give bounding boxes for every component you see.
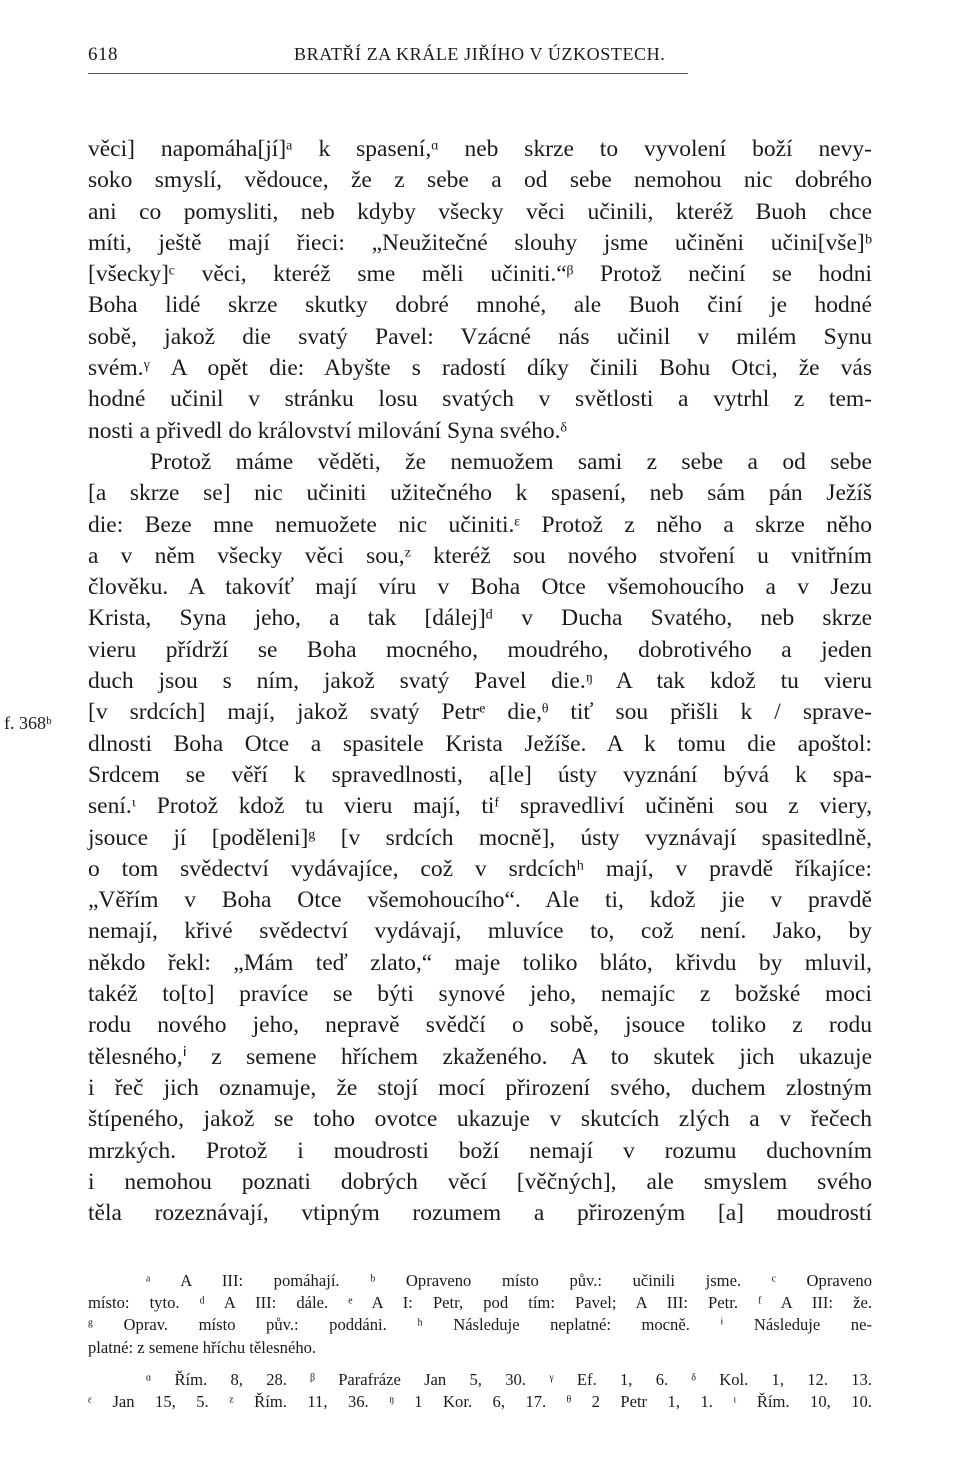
footnote-line: ᵃ A III: pomáhají. ᵇ Opraveno místo pův.: učinili jsme. ᶜ Opraveno bbox=[146, 1271, 872, 1290]
source-reference-line: ᵅ Řím. 8, 28. ᵝ Parafráze Jan 5, 30. ᵞ Ef. 1, 6. ᵟ Kol. 1, 12. 13. bbox=[146, 1369, 872, 1389]
footnote-line: ᵍ Oprav. místo pův.: poddáni. ʰ Následuje neplatné: mocně. ⁱ Následuje ne- bbox=[88, 1315, 872, 1335]
text-line: takéž to[to] pravíce se býti synové jeho, nemajíc z božské moci bbox=[88, 981, 872, 1008]
text-line: o tom svědectví vydávajíce, což v srdcíchʰ mají, v pravdě říkajíce: bbox=[88, 855, 872, 882]
text-line: Boha lidé skrze skutky dobré mnohé, ale Buoh činí je hodné bbox=[88, 292, 872, 319]
text-line: někdo řekl: „Mám teď zlato,“ maje toliko bláto, křivdu by mluvil, bbox=[88, 949, 872, 976]
text-line: i nemohou poznati dobrých věcí [věčných], ale smyslem svého bbox=[88, 1168, 872, 1195]
page-number: 618 bbox=[88, 44, 118, 65]
text-line: míti, ještě mají řieci: „Neužitečné slouhy jsme učiněni učini[vše]ᵇ bbox=[88, 229, 872, 256]
text-line: vieru přídrží se Boha mocného, moudrého, dobrotivého a jeden bbox=[88, 636, 872, 663]
text-line: dlnosti Boha Otce a spasitele Krista Ježíše. A k tomu die apoštol: bbox=[88, 730, 872, 757]
text-line: [všecky]ᶜ věci, kteréž sme měli učiniti.“ᵝ Protož nečiní se hodni bbox=[88, 261, 872, 288]
text-line: jsouce jí [poděleni]ᵍ [v srdcích mocně], ústy vyznávají spasitedlně, bbox=[88, 824, 872, 851]
source-reference-line: ᵋ Jan 15, 5. ᶻ Řím. 11, 36. ᵑ 1 Kor. 6, 17. ᶿ 2 Petr 1, 1. ᶥ Řím. 10, 10. bbox=[88, 1391, 872, 1411]
page-header bbox=[88, 44, 872, 74]
text-line: nosti a přivedl do království milování Syna svého.ᵟ bbox=[88, 417, 567, 444]
text-line: duch jsou s ním, jakož svatý Pavel die.ᵑ A tak kdož tu vieru bbox=[88, 668, 872, 695]
text-line: sobě, jakož die svatý Pavel: Vzácné nás učinil v milém Synu bbox=[88, 323, 872, 350]
text-line: těla rozeznávají, vtipným rozumem a přirozeným [a] moudrostí bbox=[88, 1200, 872, 1227]
text-line: rodu nového jeho, nepravě svědčí o sobě, jsouce toliko z rodu bbox=[88, 1012, 872, 1039]
text-line: svém.ᵞ A opět die: Abyšte s radostí díky činili Bohu Otci, že vás bbox=[88, 355, 872, 382]
text-line: soko smyslí, vědouce, že z sebe a od sebe nemohou nic dobrého bbox=[88, 167, 872, 194]
running-title: BRATŘÍ ZA KRÁLE JIŘÍHO V ÚZKOSTECH. bbox=[294, 44, 666, 64]
text-line: Krista, Syna jeho, a tak [dálej]ᵈ v Ducha Svatého, neb skrze bbox=[88, 605, 872, 632]
text-line: Protož máme věděti, že nemuožem sami z sebe a od sebe bbox=[150, 448, 872, 475]
header-rule bbox=[88, 73, 688, 74]
text-line: štípeného, jakož se toho ovotce ukazuje v skutcích zlých a v řečech bbox=[88, 1106, 872, 1133]
body-text bbox=[88, 134, 872, 1229]
text-line: „Věřím v Boha Otce všemohoucího“. Ale ti, kdož jie v pravdě bbox=[88, 887, 872, 914]
text-line: [a skrze se] nic učiniti užitečného k spasení, neb sám pán Ježíš bbox=[88, 480, 872, 507]
text-line: a v něm všecky věci sou,ᶻ kteréž sou nového stvoření u vnitřním bbox=[88, 542, 872, 569]
folio-margin-note: f. 368ᵇ bbox=[4, 713, 52, 733]
text-line: Srdcem se věří k spravedlnosti, a[le] ústy vyznání bývá k spa- bbox=[88, 761, 872, 788]
footnotes bbox=[88, 1270, 872, 1413]
text-line: člověku. A takovíť mají víru v Boha Otce všemohoucího a v Jezu bbox=[88, 574, 872, 601]
text-line: [v srdcích] mají, jakož svatý Petrᵉ die,ᶿ tiť sou přišli k / sprave- bbox=[88, 699, 872, 726]
text-line: die: Beze mne nemuožete nic učiniti.ᵋ Protož z něho a skrze něho bbox=[88, 511, 872, 538]
text-line: sení.ᶥ Protož kdož tu vieru mají, tiᶠ spravedliví učiněni sou z viery, bbox=[88, 793, 872, 820]
text-line: tělesného,ⁱ z semene hříchem zkaženého. A to skutek jich ukazuje bbox=[88, 1043, 872, 1070]
footnote-line: místo: tyto. ᵈ A III: dále. ᵉ A I: Petr, pod tím: Pavel; A III: Petr. ᶠ A III: že. bbox=[88, 1293, 872, 1313]
text-line: i řeč jich oznamuje, že stojí mocí přirození svého, duchem zlostným bbox=[88, 1074, 872, 1101]
text-line: ani co pomysliti, neb kdyby všecky věci učinili, kteréž Buoh chce bbox=[88, 198, 872, 225]
text-line: mrzkých. Protož i moudrosti boží nemají v rozumu duchovním bbox=[88, 1137, 872, 1164]
text-line: nemají, křivé svědectví vydávají, mluvíce to, což není. Jako, by bbox=[88, 918, 872, 945]
text-line: hodné učinil v stránku losu svatých v světlosti a vytrhl z tem- bbox=[88, 386, 872, 413]
text-line: věci] napomáha[jí]ᵃ k spasení,ᵅ neb skrze to vyvolení boží nevy- bbox=[88, 136, 872, 162]
footnote-line: platné: z semene hříchu tělesného. bbox=[88, 1337, 317, 1357]
